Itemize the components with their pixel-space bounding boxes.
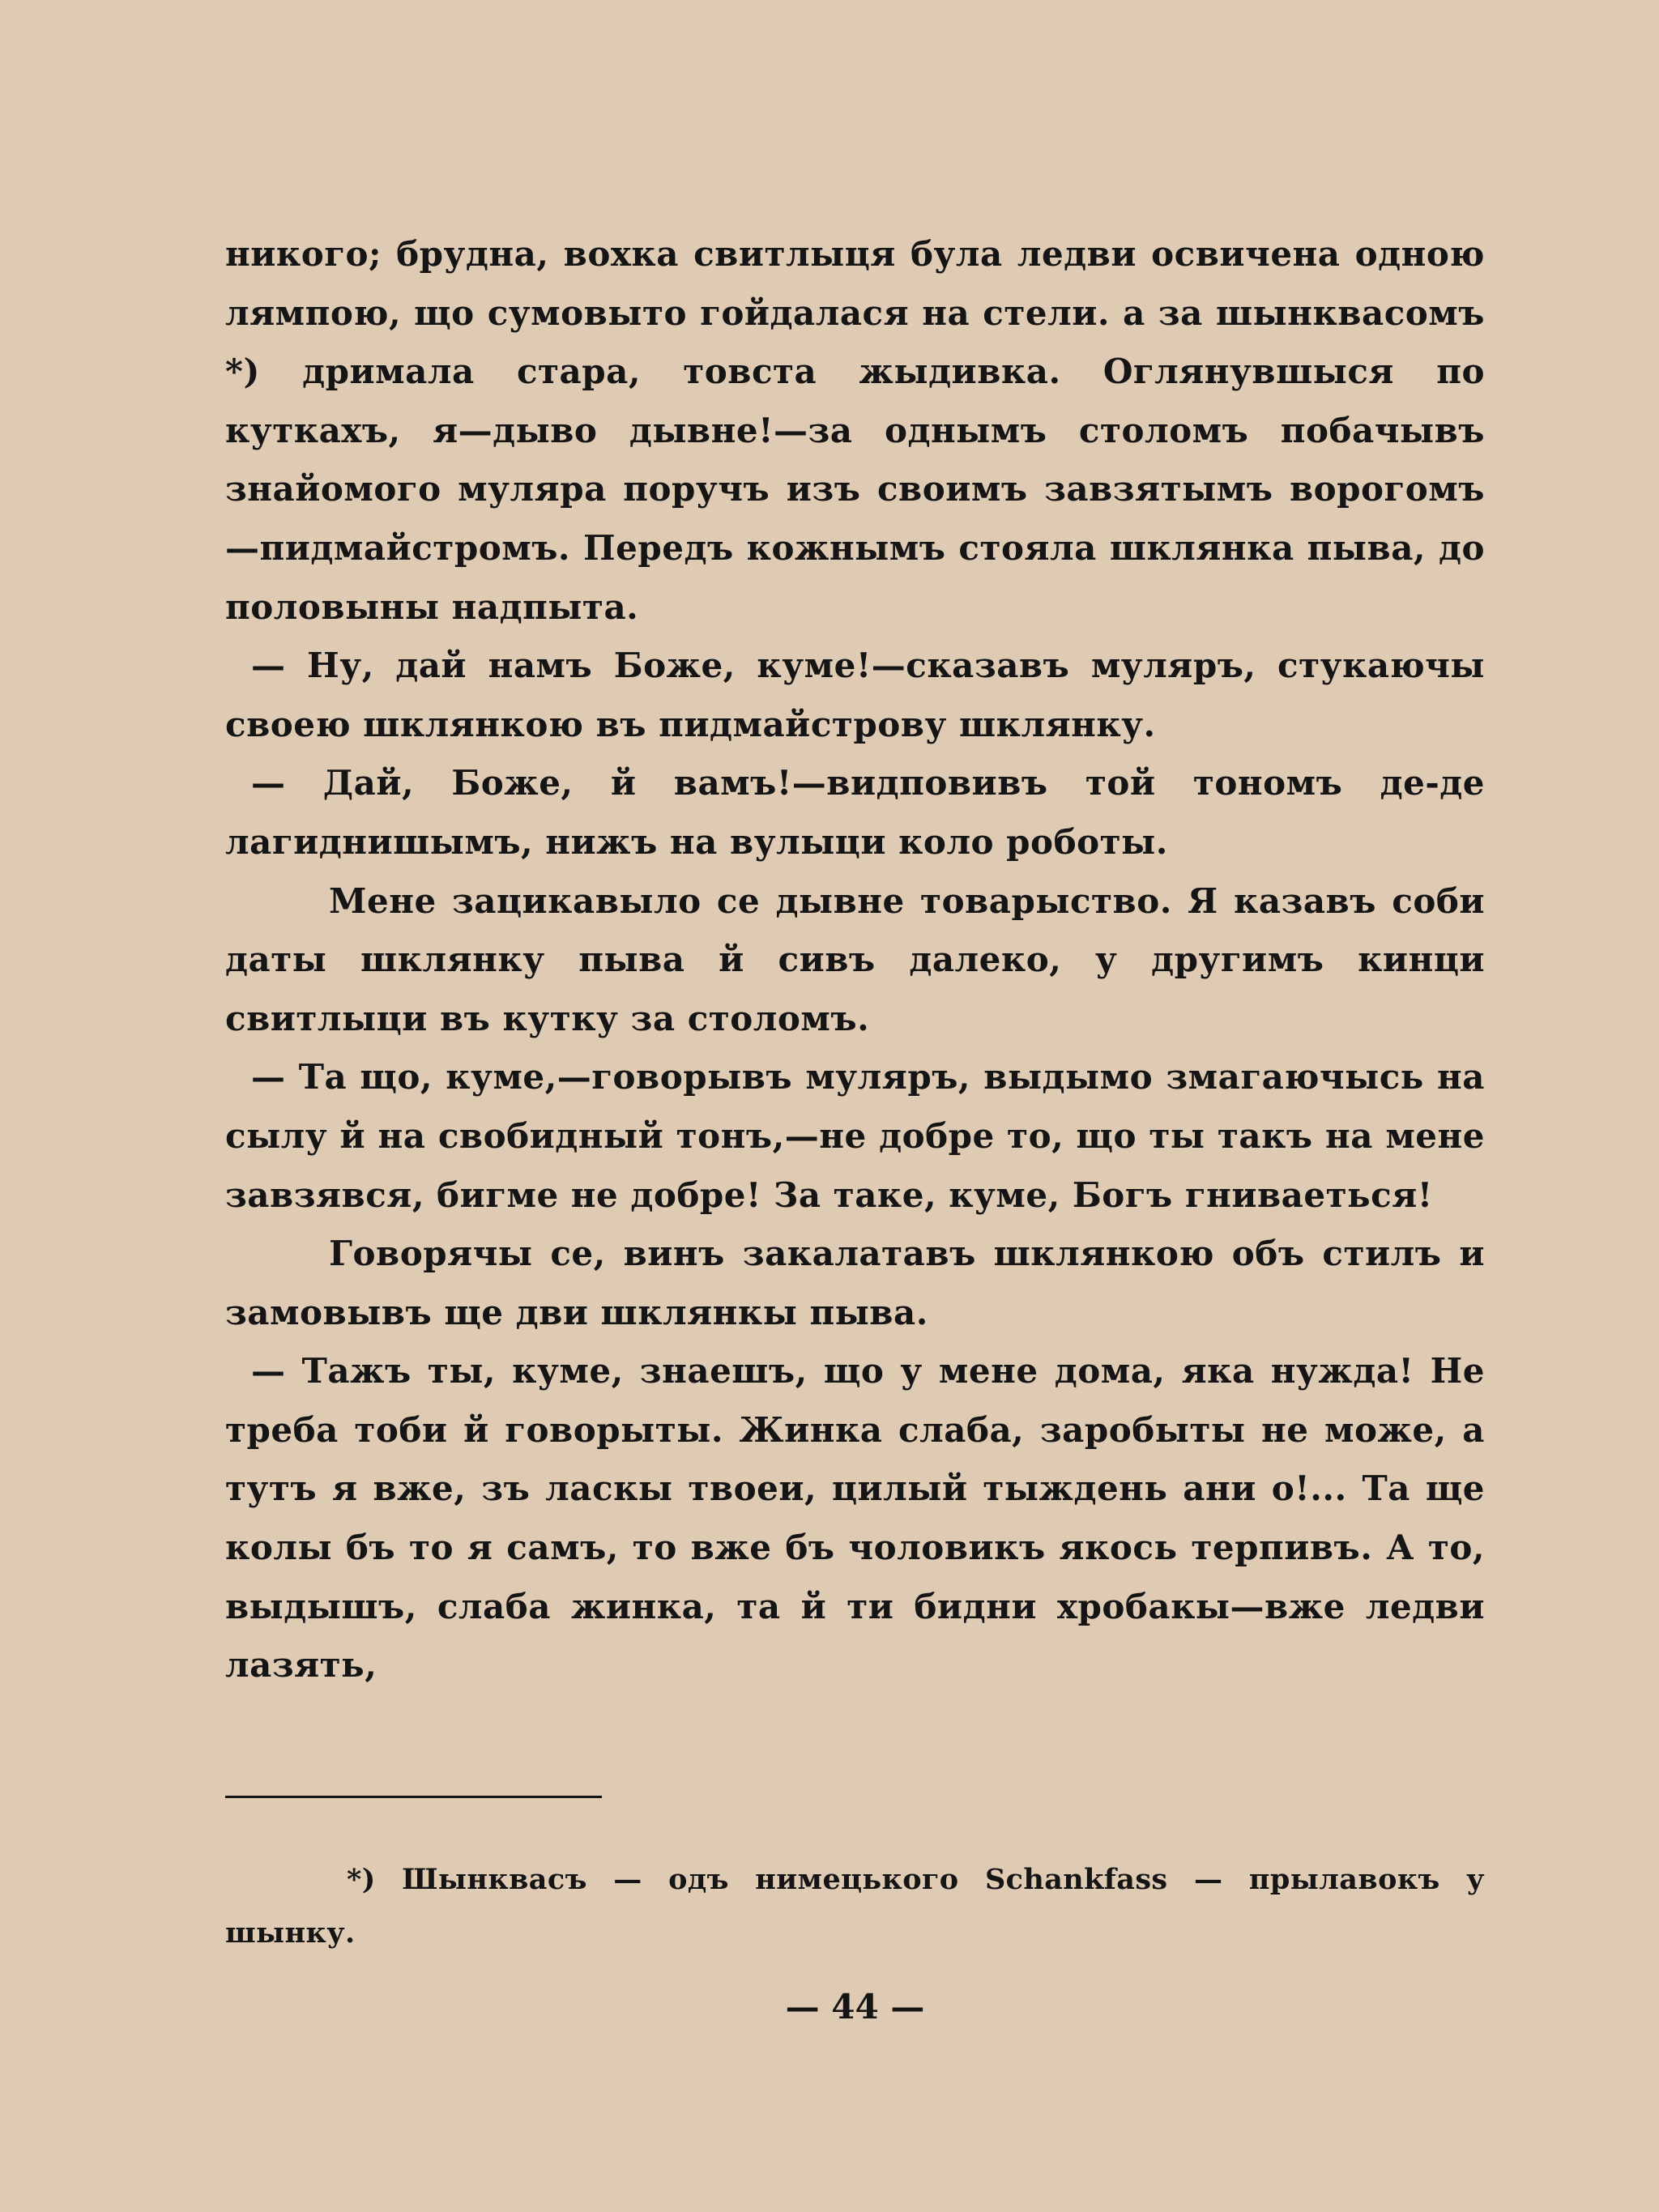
paragraph-1: никого; брудна, вохка свитлыця була ледви освичена одною лямпою, що сумовыто гойдалася на стели. а за шынквасомъ *) дримала стара, товста жыдивка. Оглянувшыся по куткахъ, я—дыво дывне!—за однымъ столомъ побачывъ знайомого муляра поручъ изъ своимъ завзятымъ ворогомъ—пидмайстромъ. Передъ кожнымъ стояла шклянка пыва, до половыны надпыта. [225, 234, 1485, 627]
book-page [225, 225, 1485, 2169]
paragraph-5: — Та що, куме,—говорывъ муляръ, выдымо змагаючысь на сылу й на свобидный тонъ,—не добре то, що ты такъ на мене завзявся, бигме не добре! За таке, куме, Богъ гниваеться! [225, 1057, 1485, 1215]
paragraph-7: — Тажъ ты, куме, знаешъ, що у мене дома, яка нужда! Не треба тоби й говорыты. Жинка слаба, заробыты не може, а тутъ я вже, зъ ласкы твоеи, цилый тыждень ани о!... Та ще колы бъ то я самъ, то вже бъ чоловикъ якось терпивъ. А то, выдышъ, слаба жинка, та й ти бидни хробакы—вже ледви лазять, [225, 1351, 1485, 1686]
footnote: *) Шынквасъ — одъ нимецького Schankfass — прылавокъ у шынку. [225, 1863, 1485, 1950]
paragraph-4: Мене зацикавыло се дывне товарыство. Я казавъ соби даты шклянку пыва й сивъ далеко, у другимъ кинци свитлыци въ кутку за столомъ. [225, 880, 1485, 1038]
paragraph-2: — Ну, дай намъ Боже, куме!—сказавъ муляръ, стукаючы своею шклянкою въ пидмайстрову шклянку. [225, 646, 1485, 744]
footnote-separator [225, 1796, 602, 1798]
paragraph-3: — Дай, Боже, й вамъ!—видповивъ той тономъ де-де лагиднишымъ, нижъ на вулыци коло роботы. [225, 763, 1485, 862]
paragraph-6: Говорячы се, винъ закалатавъ шклянкою объ стилъ и замовывъ ще дви шклянкы пыва. [225, 1234, 1485, 1332]
page-number: — 44 — [785, 1987, 925, 2027]
main-text [225, 225, 1485, 1695]
